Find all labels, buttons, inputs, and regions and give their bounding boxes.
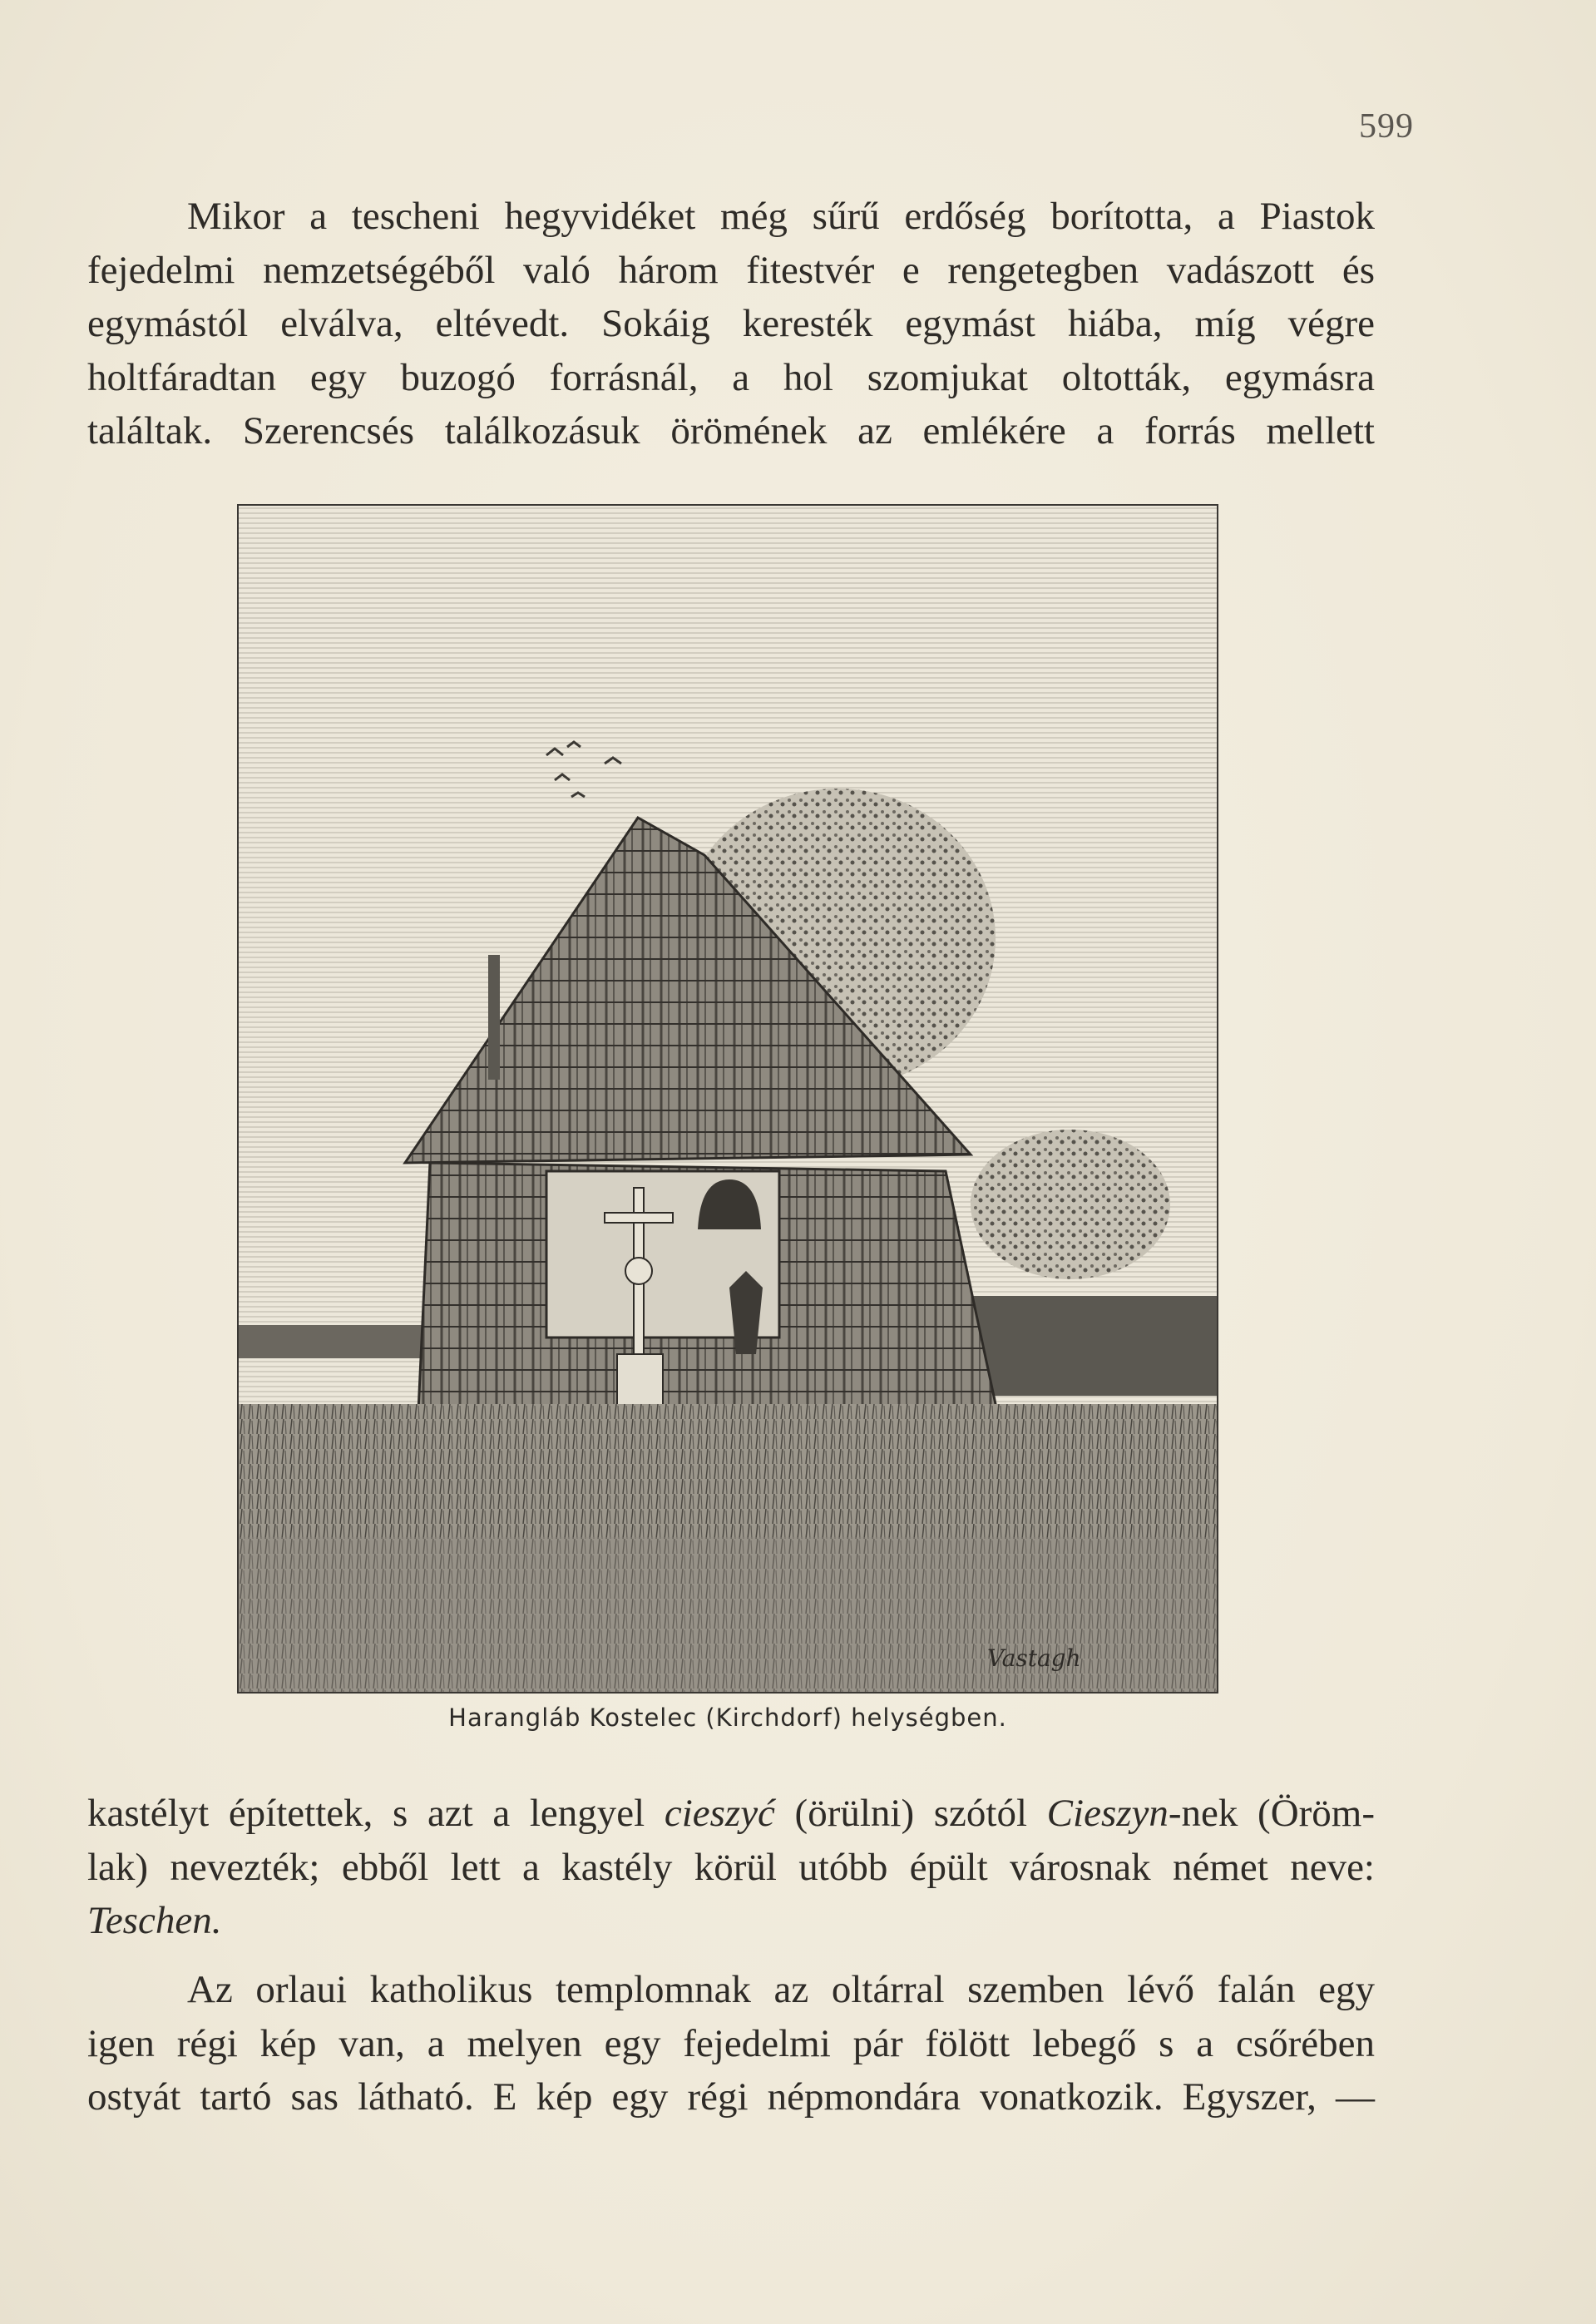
text-line: holtfáradtan egy buzogó forrásnál, a hol szomjukat oltották, egymásra (87, 355, 1375, 399)
page-number: 599 (1359, 107, 1414, 146)
text-line: Az orlaui katholikus templomnak az oltárral szemben lévő falán egy (187, 1968, 1375, 2011)
text-line (87, 1894, 1375, 1948)
italic-term: Teschen. (87, 1899, 222, 1943)
text-line: igen régi kép van, a melyen egy fejedelmi pár fölött lebegő s a csőrében (87, 2021, 1375, 2065)
text-line: találtak. Szerencsés találkozásuk örömének az emlékére a forrás mellett (87, 409, 1375, 453)
paragraph-2 (87, 1787, 1375, 1948)
text-segment: (örülni) szótól (774, 1792, 1047, 1835)
text-line: egymástól elválva, eltévedt. Sokáig keresték egymást hiába, míg végre (87, 302, 1375, 346)
text-segment: -nek (Öröm- (1168, 1792, 1375, 1835)
bell-tower-illustration (237, 504, 1218, 1694)
text-segment: kastélyt építettek, s azt a lengyel (87, 1792, 665, 1835)
artist-signature: Vastagh (987, 1644, 1081, 1672)
text-line: Mikor a tescheni hegyvidéket még sűrű erdőség borította, a Piastok (187, 195, 1375, 238)
text-line: ostyát tartó sas látható. E kép egy régi népmondára vonatkozik. Egyszer, — (87, 2075, 1375, 2119)
italic-term: cieszyć (664, 1792, 775, 1835)
text-line: lak) nevezték; ebből lett a kastély körül utóbb épült városnak német neve: (87, 1845, 1375, 1889)
italic-term: Cieszyn (1046, 1792, 1169, 1835)
text-line: fejedelmi nemzetségéből való három fitestvér e rengetegben vadászott és (87, 248, 1375, 292)
text-line (87, 1787, 1375, 1841)
paragraph-1 (87, 190, 1375, 458)
paragraph-3 (87, 1963, 1375, 2124)
figure-caption: Harangláb Kostelec (Kirchdorf) helységben. (448, 1703, 1007, 1732)
